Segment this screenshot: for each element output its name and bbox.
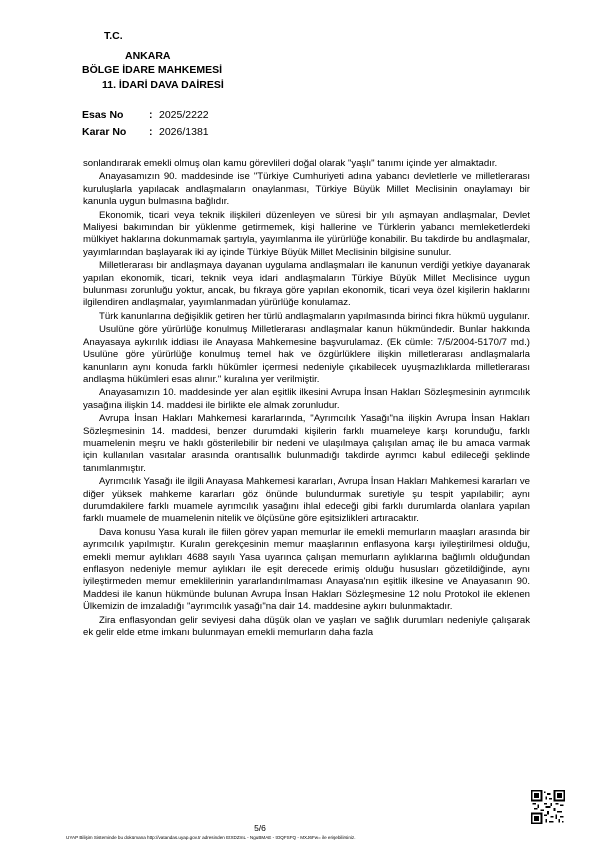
document-body xyxy=(83,158,530,640)
karar-colon: : xyxy=(149,126,153,138)
paragraph: Ayrımcılık Yasağı ile ilgili Anayasa Mahkemesi kararları, Avrupa İnsan Hakları Mahkemesi kararları ve diğer yüksek mahkeme kararları göz önünde bulundurmak suretiyle şu tespit yapılabilir; aynı durumdakilere farklı muamele ayrımcılık yasağını ihlal edeceği gibi farklı durumlarda olanlara yapılan farklı muamele de muamelenin nitelik ve ölçüsüne göre eşitsizlikleri artıracaktır. xyxy=(83,476,530,525)
paragraph: Ekonomik, ticari veya teknik ilişkileri düzenleyen ve süresi bir yılı aşmayan andlaşmalar, Devlet Maliyesi bakımından bir yüklenme getirmemek, kişi hallerine ve Türklerin yabancı memleketlerdeki mülkiyet haklarına dokunmamak şartıyla, yayımlanma ile yürürlüğe konabilir. Bu takdirde bu andlaşmalar, yayımlarından başlayarak iki ay içinde Türkiye Büyük Millet Meclisinin bilgisine sunulur. xyxy=(83,209,530,258)
paragraph: sonlandırarak emekli olmuş olan kamu görevlileri doğal olarak "yaşlı" tanımı içinde yer almaktadır. xyxy=(83,158,498,169)
page-number: 5/6 xyxy=(254,823,266,833)
paragraph: Türk kanunlarına değişiklik getiren her türlü andlaşmaların yapılmasında birinci fıkra hükmü uygulanır. xyxy=(99,310,530,322)
header-tc: T.C. xyxy=(104,30,123,42)
esas-label: Esas No xyxy=(82,109,124,121)
uyap-footer-note: UYAP Bilişim Sisteminde bu dokümana http://vatandas.uyap.gov.tr adresinden EtXDZmL - NguBMAE - tOQFSFQ - MXJ6Fw= ile erişebilirsiniz. xyxy=(66,835,356,840)
qr-code-icon xyxy=(531,790,565,824)
paragraph: Milletlerarası bir andlaşmaya dayanan uygulama andlaşmaları ile kanunun verdiği yetkiye dayanarak yapılan ekonomik, ticari, teknik veya idari andlaşmaların Türkiye Büyük Millet Meclisince uygun bulunması zorunluğu yoktur, ancak, bu fıkraya göre yapılan ekonomik, ticari veya özel kişilerin haklarını ilgilendiren andlaşmalar, yayımlanmadan yürürlüğe konulamaz. xyxy=(83,260,530,309)
paragraph: Dava konusu Yasa kuralı ile fiilen görev yapan memurlar ile emekli memurların maaşları arasında bir ayrımcılık yapılmıştır. Kuralın gerekçesinin memur maaşlarının enflasyona karşı iyileştirilmesi olduğu, emekli memur aylıkları 4688 sayılı Yasa uyarınca çalışan memurların aylıklarına bağlımlı olduğundan enflasyon nedeniyle memur aylıkları ile eşit derecede erimiş olduğu hususları gözetildiğinde, aynı iyileştirmeden memur emeklilerinin yararlandırılmaması Anayasa'nın eşitlik ilkesine ve Anayasanın 90. Maddesi ile kanun hükmünde bulunan Avrupa İnsan Hakları Sözleşmesine 12 nolu Protokol ile eklenen Ülkemizin de imzaladığı "ayrımcılık yasağı"na dair 14. maddesine aykırı bulunmaktadır. xyxy=(83,526,530,613)
paragraph: Avrupa İnsan Hakları Mahkemesi kararlarında, "Ayrımcılık Yasağı"na ilişkin Avrupa İnsan Hakları Sözleşmesinin 14. maddesi, benzer durumdaki kişilerin farklı muameleye karşı korunduğu, farklı muamelenin meşru ve haklı gösterilebilir bir nedeni ve ulaşılmaya çalışılan amaç ile bu amaca varmak için kullanılan vasıtalar arasında orantısallık bulunmadığı takdirde ayrımcı kabul edileceği şeklinde tanımlanmıştır. xyxy=(83,413,530,474)
header-city: ANKARA xyxy=(125,50,171,62)
esas-colon: : xyxy=(149,109,153,121)
esas-value: 2025/2222 xyxy=(159,109,209,121)
karar-value: 2026/1381 xyxy=(159,126,209,138)
paragraph: Anayasamızın 90. maddesinde ise "Türkiye Cumhuriyeti adına yabancı devletlerle ve milletlerarası kuruluşlarla yapılacak andlaşmaların onaylanması, Türkiye Büyük Millet Meclisinin onaylamayı bir kanunla uygun bulmasına bağlıdır. xyxy=(83,171,530,208)
paragraph: Usulüne göre yürürlüğe konulmuş Milletlerarası andlaşmalar kanun hükmündedir. Bunlar hakkında Anayasaya aykırılık iddiası ile Anayasa Mahkemesine başvurulamaz. (Ek cümle: 7/5/2004-5170/7 md.) Usulüne göre yürürlüğe konulmuş temel hak ve özgürlüklere ilişkin milletlerarası andlaşmalarla kanunların aynı konuda farklı hükümler içermesi nedeniyle çıkabilecek uyuşmazlıklarda milletlerarası andlaşma hükümleri esas alınır." kuralına yer verilmiştir. xyxy=(83,324,530,385)
karar-label: Karar No xyxy=(82,126,127,138)
paragraph: Anayasamızın 10. maddesinde yer alan eşitlik ilkesini Avrupa İnsan Hakları Sözleşmesinin ayrımcılık yasağına ilişkin 14. maddesi ile birlikte ele almak zorunludur. xyxy=(83,387,530,411)
header-chamber: 11. İDARİ DAVA DAİRESİ xyxy=(102,79,224,91)
header-court: BÖLGE İDARE MAHKEMESİ xyxy=(82,64,223,76)
paragraph: Zira enflasyondan gelir seviyesi daha düşük olan ve yaşları ve sağlık durumları nedeniyle çalışarak ek gelir elde etme imkanı bulunmayan emekli memurların daha fazla xyxy=(83,614,530,639)
